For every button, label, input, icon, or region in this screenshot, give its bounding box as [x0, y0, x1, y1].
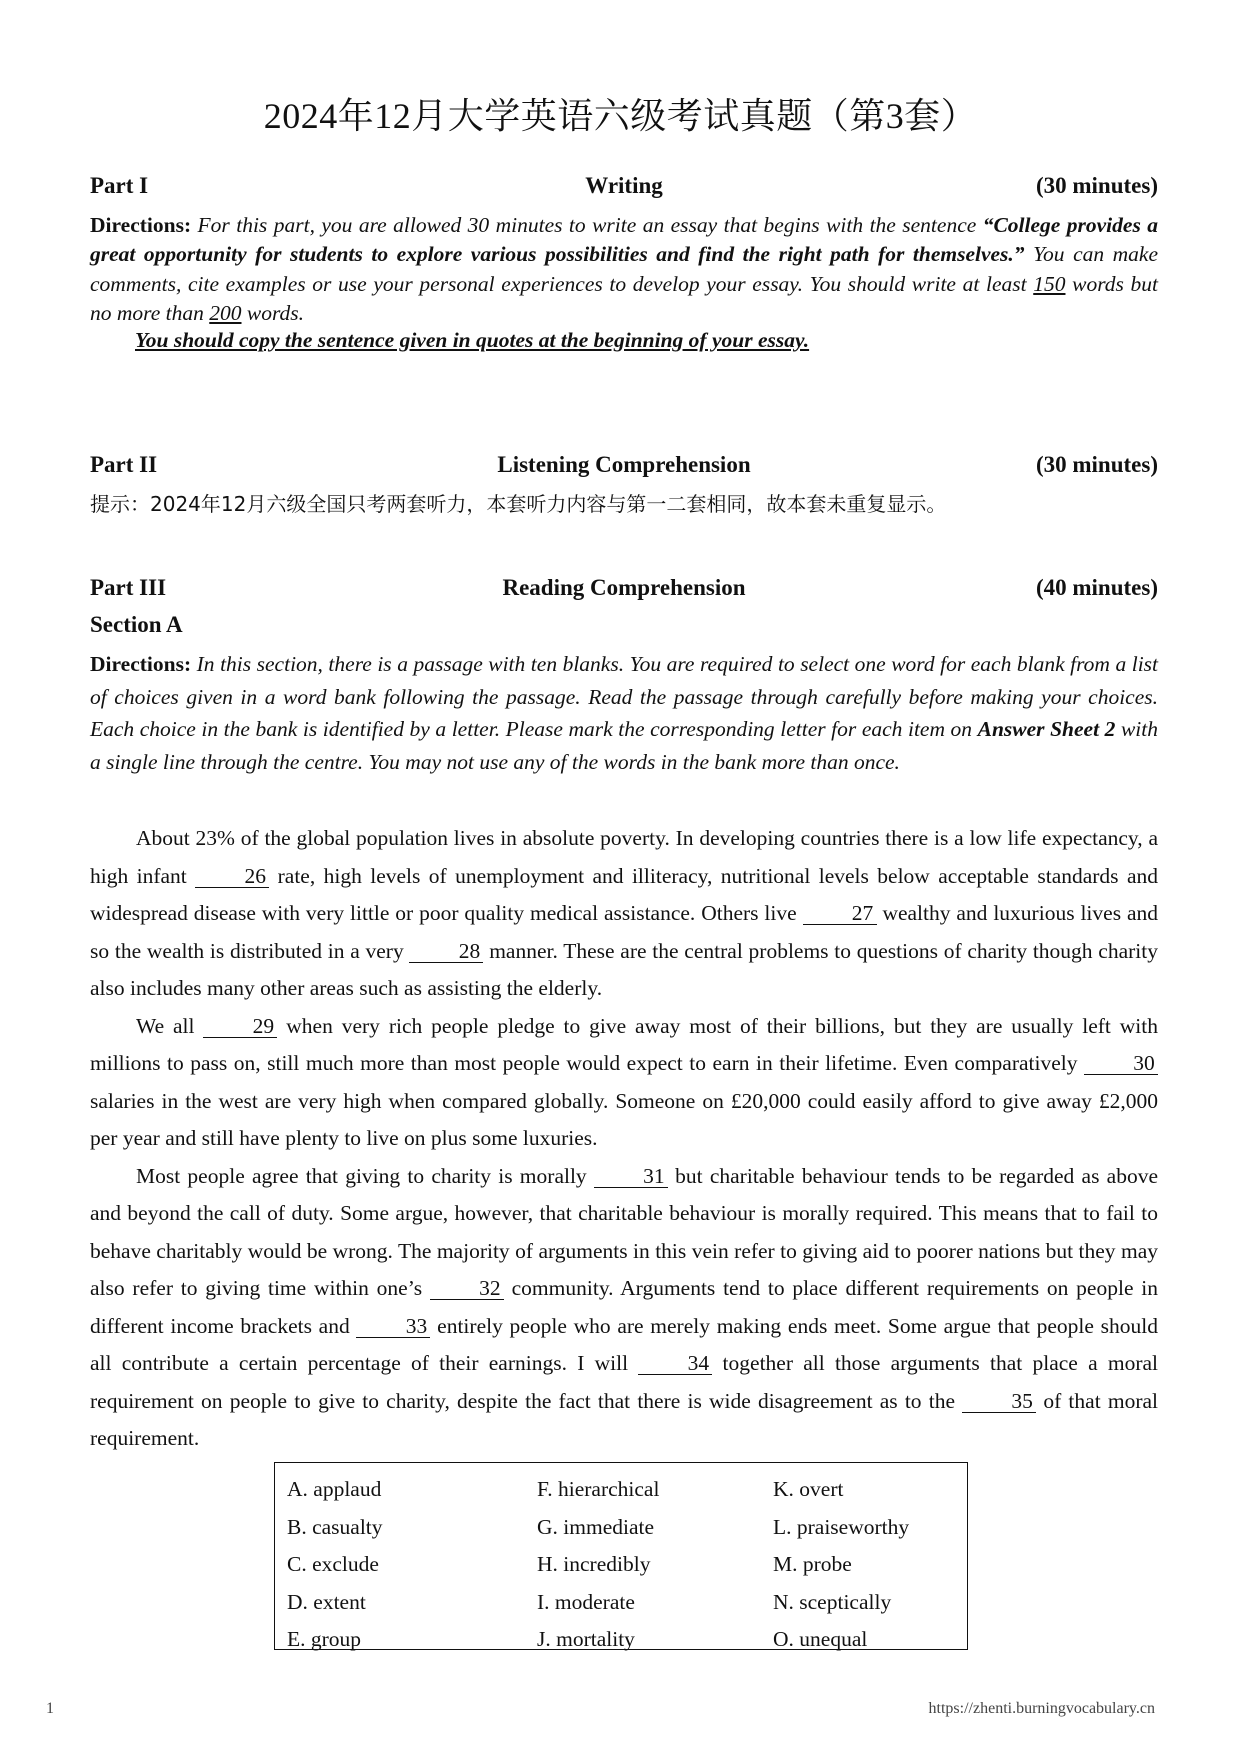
blank-34[interactable]: 34	[638, 1352, 712, 1375]
directions-text: In this section, there is a passage with ten blanks. You are required to select one word for each blank from a list of choices given in a word bank following the passage. Read the passage through carefully before making your choices. Each choice in the bank is identified by a letter. Please mark the corresponding letter for each item on	[90, 652, 1159, 741]
word-option[interactable]: F. hierarchical	[537, 1477, 660, 1501]
directions-text: words.	[241, 300, 305, 325]
part1-header	[90, 173, 1158, 203]
blank-28[interactable]: 28	[409, 940, 483, 963]
word-option[interactable]: L. praiseworthy	[773, 1514, 910, 1539]
directions-text: words but no more than	[90, 271, 1159, 325]
part1-directions	[90, 211, 1158, 328]
word-option[interactable]: E. group	[287, 1627, 362, 1651]
part3-header	[90, 575, 1158, 605]
max-words: 200	[209, 300, 242, 325]
part3-label: Part III	[90, 575, 167, 600]
blank-27[interactable]: 27	[803, 902, 877, 925]
directions-label: Directions:	[90, 652, 192, 676]
word-option[interactable]: B. casualty	[287, 1514, 383, 1539]
page-number: 1	[46, 1700, 54, 1717]
word-option[interactable]: D. extent	[287, 1589, 366, 1614]
word-option[interactable]: N. sceptically	[773, 1589, 892, 1614]
part3-time: (40 minutes)	[1035, 575, 1158, 600]
word-bank	[274, 1462, 968, 1650]
part2-label: Part II	[90, 452, 158, 477]
word-bank-column	[537, 1471, 659, 1659]
part1-name: Writing	[585, 173, 663, 198]
word-option[interactable]: A. applaud	[287, 1477, 382, 1501]
part2-name: Listening Comprehension	[497, 452, 751, 477]
word-option[interactable]: C. exclude	[287, 1552, 379, 1576]
part2-header	[90, 452, 1158, 482]
blank-29[interactable]: 29	[203, 1015, 277, 1038]
word-option[interactable]: O. unequal	[773, 1627, 868, 1651]
word-bank-column	[287, 1471, 383, 1659]
blank-31[interactable]: 31	[594, 1165, 668, 1188]
copy-note-text: You should copy the sentence given in quotes at the beginning of your essay.	[135, 328, 810, 352]
part3-name: Reading Comprehension	[502, 575, 746, 600]
footer-url[interactable]: https://zhenti.burningvocabulary.cn	[928, 1700, 1155, 1717]
blank-33[interactable]: 33	[356, 1315, 430, 1338]
min-words: 150	[1033, 271, 1066, 296]
word-option[interactable]: H. incredibly	[537, 1552, 651, 1576]
directions-text: You can make comments, cite examples or use your personal experiences to develop your essay. You should write at least	[90, 242, 1158, 296]
directions-text: with a single line through the centre. You may not use any of the words in the bank more than once.	[90, 717, 1158, 774]
part3-directions	[90, 648, 1158, 778]
passage-paragraph: We all 29 when very rich people pledge to give away most of their billions, but they are usually left with millions to pass on, still much more than most people would expect to earn in their lifetime. Even comparatively 30 salaries in the west are very high when compared globally. Someone on £20,000 could easily afford to give away £2,000 per year and still have plenty to live on plus some luxuries.	[90, 1013, 1159, 1150]
word-option[interactable]: I. moderate	[537, 1589, 635, 1614]
part1-time: (30 minutes)	[1035, 173, 1158, 198]
part2-note: 提示：2024年12月六级全国只考两套听力，本套听力内容与第一二套相同，故本套未重复显示。	[90, 492, 947, 516]
copy-note	[135, 328, 1135, 353]
section-a-heading: Section A	[90, 612, 183, 637]
essay-prompt-quote: “College provides a great opportunity for students to explore various possibilities and find the right path for themselves.”	[90, 213, 1159, 267]
word-option[interactable]: K. overt	[773, 1477, 844, 1501]
word-option[interactable]: M. probe	[773, 1552, 852, 1576]
directions-text: For this part, you are allowed 30 minutes to write an essay that begins with the sentence	[197, 213, 983, 237]
word-option[interactable]: G. immediate	[537, 1514, 655, 1539]
page-title: 2024年12月大学英语六级考试真题（第3套）	[263, 96, 978, 136]
reading-passage	[90, 820, 1158, 1458]
passage-paragraph: About 23% of the global population lives in absolute poverty. In developing countries there is a low life expectancy, a high infant 26 rate, high levels of unemployment and illiteracy, nutritional levels below acceptable standards and widespread disease with very little or poor quality medical assistance. Others live 27 wealthy and luxurious lives and so the wealth is distributed in a very 28 manner. These are the central problems to questions of charity though charity also includes many other areas such as assisting the elderly.	[90, 826, 1159, 1000]
blank-26[interactable]: 26	[195, 865, 269, 888]
passage-paragraph: Most people agree that giving to charity is morally 31 but charitable behaviour tends to be regarded as above and beyond the call of duty. Some argue, however, that charitable behaviour is morally required. This means that to fail to behave charitably would be wrong. The majority of arguments in this vein refer to giving aid to poorer nations but they may also refer to giving time within one’s 32 community. Arguments tend to place different requirements on people in different income brackets and 33 entirely people who are merely making ends meet. Some argue that people should all contribute a certain percentage of their earnings. I will 34 together all those arguments that place a moral requirement on people to give to charity, despite the fact that there is wide disagreement as to the 35 of that moral requirement.	[90, 1163, 1158, 1450]
directions-label: Directions:	[90, 213, 192, 237]
part1-label: Part I	[90, 173, 149, 198]
part2-time: (30 minutes)	[1035, 452, 1158, 477]
word-bank-column	[773, 1471, 909, 1659]
blank-32[interactable]: 32	[430, 1277, 504, 1300]
answer-sheet-ref: Answer Sheet 2	[977, 717, 1116, 741]
blank-35[interactable]: 35	[962, 1390, 1036, 1413]
blank-30[interactable]: 30	[1084, 1052, 1158, 1075]
word-option[interactable]: J. mortality	[537, 1627, 635, 1651]
